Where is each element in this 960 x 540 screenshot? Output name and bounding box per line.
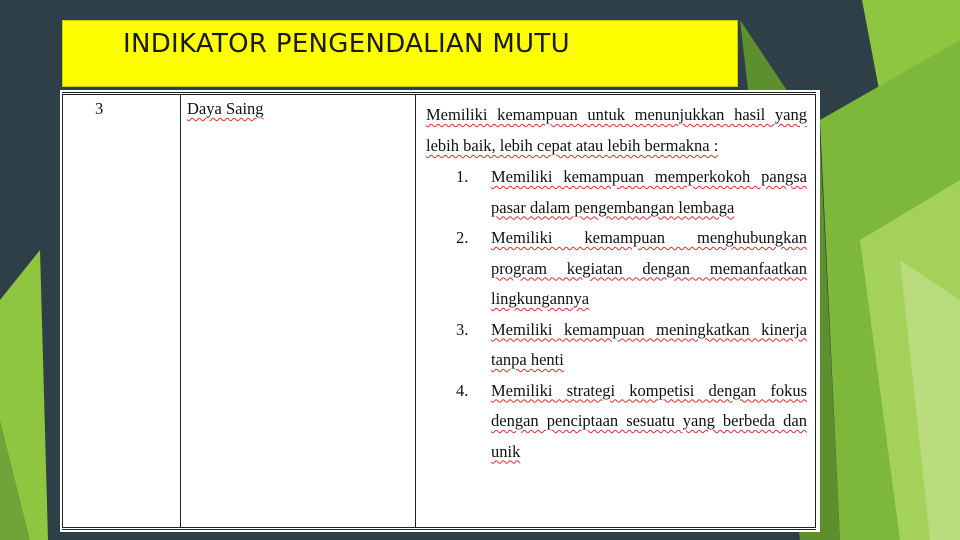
description-intro: Memiliki kemampuan untuk menunjukkan hasil yang lebih baik, lebih cepat atau lebih bermakna : xyxy=(426,105,807,155)
list-item xyxy=(426,223,807,315)
description-list xyxy=(426,162,807,467)
list-item xyxy=(426,162,807,223)
list-item-number: 4. xyxy=(456,380,469,400)
list-item-text: Memiliki strategi kompetisi dengan fokus dengan penciptaan sesuatu yang berbeda dan unik xyxy=(491,380,807,461)
indicator-table xyxy=(62,92,816,530)
slide-title-banner xyxy=(62,20,738,87)
list-item-number: 1. xyxy=(456,167,469,186)
row-name xyxy=(181,94,416,529)
slide-title: INDIKATOR PENGENDALIAN MUTU xyxy=(123,29,570,59)
list-item-text: Memiliki kemampuan meningkatkan kinerja tanpa henti xyxy=(491,319,807,369)
document-table-image xyxy=(60,90,820,532)
row-number: 3 xyxy=(63,94,181,529)
table-row xyxy=(63,94,816,529)
list-item-number: 3. xyxy=(456,319,469,339)
list-item-number: 2. xyxy=(456,228,469,247)
list-item-text: Memiliki kemampuan memperkokoh pangsa pasar dalam pengembangan lembaga xyxy=(491,167,807,217)
row-description xyxy=(416,94,816,529)
row-name-text: Daya Saing xyxy=(187,99,264,118)
list-item xyxy=(426,376,807,468)
list-item xyxy=(426,315,807,376)
list-item-text: Memiliki kemampuan menghubungkan program kegiatan dengan memanfaatkan lingkungannya xyxy=(491,228,807,308)
